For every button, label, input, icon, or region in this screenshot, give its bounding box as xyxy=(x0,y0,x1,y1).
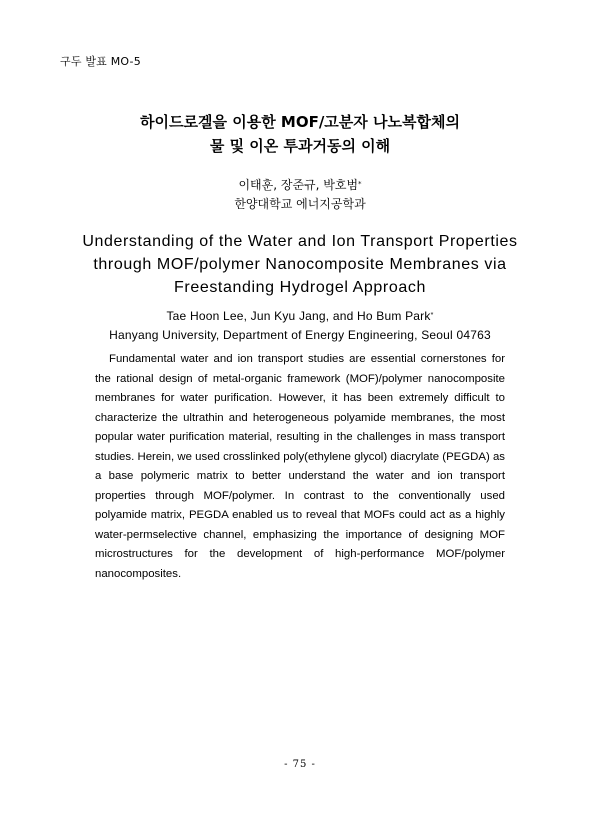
english-title-line: through MOF/polymer Nanocomposite Membranes via xyxy=(93,256,507,273)
korean-title-line: 하이드로겔을 이용한 MOF/고분자 나노복합체의 xyxy=(140,113,460,131)
english-title-line: Understanding of the Water and Ion Transport Properties xyxy=(82,233,518,250)
corresponding-mark: * xyxy=(430,312,434,319)
corresponding-mark: * xyxy=(358,180,362,188)
korean-affiliation: 한양대학교 에너지공학과 xyxy=(234,197,366,211)
session-label: 구두 발표 MO-5 xyxy=(60,55,141,68)
english-title-line: Freestanding Hydrogel Approach xyxy=(174,279,426,296)
page-number: - 75 - xyxy=(284,759,316,770)
english-author-names: Tae Hoon Lee, Jun Kyu Jang, and Ho Bum Park xyxy=(166,309,431,323)
english-authors-block xyxy=(0,307,600,345)
korean-title xyxy=(0,110,600,158)
english-title xyxy=(0,230,600,299)
english-author-names-line xyxy=(0,307,600,326)
korean-author-names: 이태훈, 장준규, 박호범 xyxy=(238,178,359,192)
korean-authors-block xyxy=(0,176,600,214)
english-affiliation: Hanyang University, Department of Energy Engineering, Seoul 04763 xyxy=(109,328,491,342)
korean-title-line: 물 및 이온 투과거동의 이해 xyxy=(209,137,391,155)
korean-author-names-line xyxy=(0,176,600,195)
abstract-text: Fundamental water and ion transport studies are essential cornerstones for the rational design of metal-organic framework (MOF)/polymer nanocomposite membranes for water purification. However, it has been extremely difficult to characterize the ultrathin and heterogeneous polyamide membranes, the most popular water purification material, resulting in the challenges in mass transport studies. Herein, we used crosslinked poly(ethylene glycol) diacrylate (PEGDA) as a base polymeric matrix to better understand the water and ion transport properties through MOF/polymer. In contrast to the conventionally used polyamide matrix, PEGDA enabled us to reveal that MOFs could act as a highly water-permselective channel, emphasizing the importance of designing MOF microstructures for the development of high-performance MOF/polymer nanocomposites. xyxy=(95,353,505,580)
